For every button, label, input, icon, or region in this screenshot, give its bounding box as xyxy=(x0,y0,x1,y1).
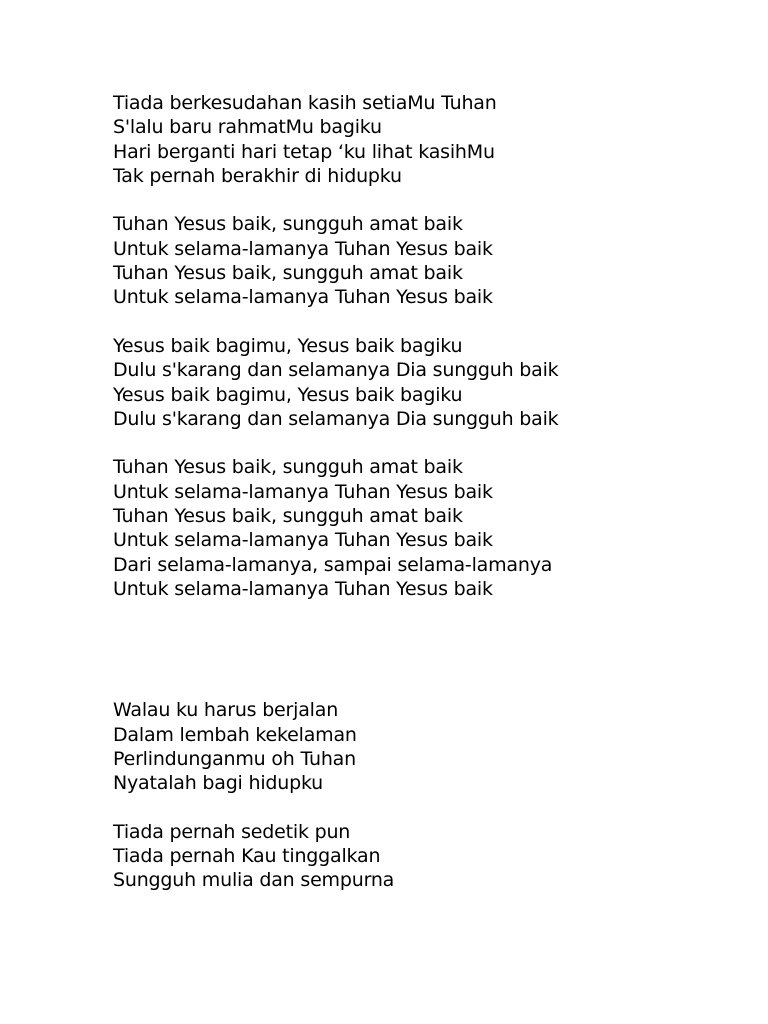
lyric-line: Tiada berkesudahan kasih setiaMu Tuhan xyxy=(113,92,497,114)
lyric-line: Dulu s'karang dan selamanya Dia sungguh baik xyxy=(113,407,559,430)
lyric-line: Tak pernah berakhir di hidupku xyxy=(113,164,402,187)
lyric-line: Yesus baik bagimu, Yesus baik bagiku xyxy=(113,383,463,406)
lyric-line: Untuk selama-lamanya Tuhan Yesus baik xyxy=(113,577,493,600)
lyric-line: Untuk selama-lamanya Tuhan Yesus baik xyxy=(113,529,493,552)
lyric-line: Hari berganti hari tetap ‘ku lihat kasihMu xyxy=(113,140,495,163)
stanza-1 xyxy=(113,91,753,188)
lyric-line: S'lalu baru rahmatMu bagiku xyxy=(113,116,382,139)
stanza-2 xyxy=(113,212,753,309)
lyric-line: Untuk selama-lamanya Tuhan Yesus baik xyxy=(113,286,493,309)
lyric-line: Walau ku harus berjalan xyxy=(113,699,339,722)
stanza-6 xyxy=(113,820,753,893)
lyric-line: Tuhan Yesus baik, sungguh amat baik xyxy=(113,505,463,528)
lyric-line: Tuhan Yesus baik, sungguh amat baik xyxy=(113,262,463,285)
lyric-line: Dari selama-lamanya, sampai selama-lamanya xyxy=(113,553,553,576)
lyric-line: Tiada pernah Kau tinggalkan xyxy=(113,845,381,868)
lyric-line: Sungguh mulia dan sempurna xyxy=(113,869,395,892)
stanza-3 xyxy=(113,334,753,431)
stanza-5 xyxy=(113,698,753,795)
stanza-4 xyxy=(113,455,753,601)
lyric-line: Yesus baik bagimu, Yesus baik bagiku xyxy=(113,334,463,357)
lyric-line: Perlindunganmu oh Tuhan xyxy=(113,747,356,770)
lyrics-text xyxy=(113,91,753,893)
lyric-line: Tuhan Yesus baik, sungguh amat baik xyxy=(113,213,463,236)
lyric-line: Tuhan Yesus baik, sungguh amat baik xyxy=(113,456,463,479)
lyric-line: Dalam lembah kekelaman xyxy=(113,723,357,746)
lyric-line: Untuk selama-lamanya Tuhan Yesus baik xyxy=(113,237,493,260)
lyric-line: Nyatalah bagi hidupku xyxy=(113,772,324,795)
lyric-line: Dulu s'karang dan selamanya Dia sungguh baik xyxy=(113,359,559,382)
lyric-line: Tiada pernah sedetik pun xyxy=(113,820,351,843)
lyric-line: Untuk selama-lamanya Tuhan Yesus baik xyxy=(113,480,493,503)
